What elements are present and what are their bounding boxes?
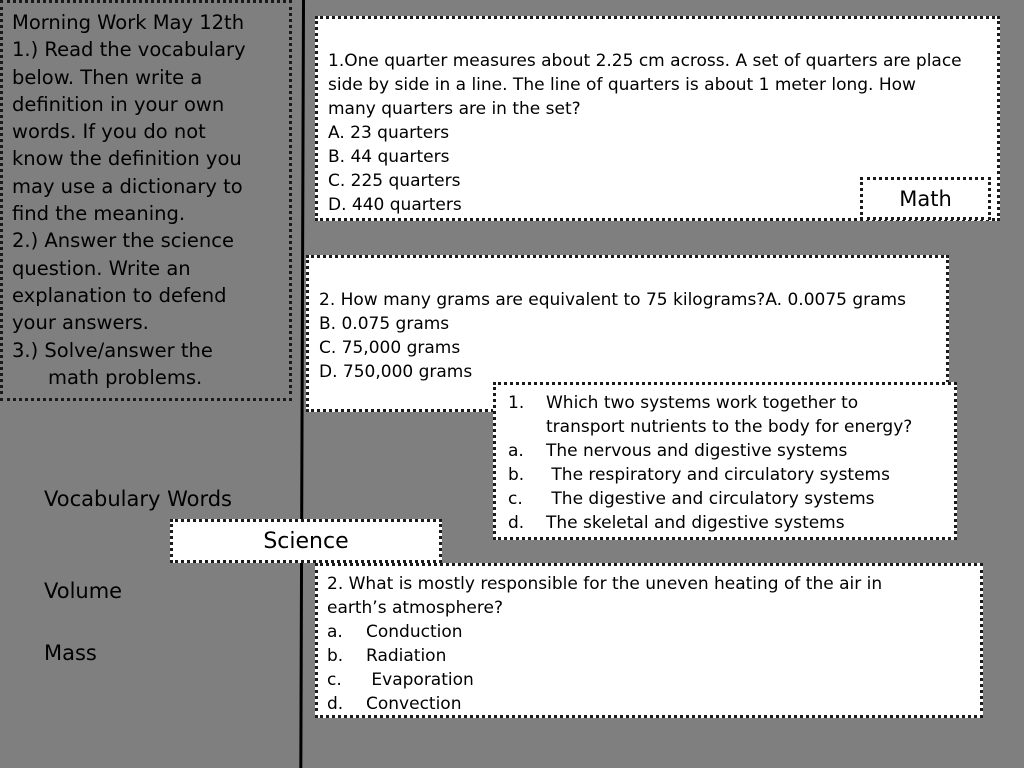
question-text: 2. How many grams are equivalent to 75 kilograms?A. 0.0075 grams	[319, 290, 906, 310]
instructions-line: know the definition you	[12, 147, 242, 171]
option-text: Conduction	[366, 622, 463, 642]
instructions-line: 3.) Solve/answer the	[12, 338, 213, 362]
question-text: 2. What is mostly responsible for the uneven heating of the air in	[327, 574, 883, 594]
answer-option: B. 44 quarters	[328, 147, 450, 167]
science-question-2	[315, 563, 983, 718]
vertical-divider	[299, 0, 305, 768]
question-text: Which two systems work together to	[546, 393, 859, 413]
instructions-line: 1.) Read the vocabulary	[12, 38, 246, 62]
vocabulary-word-volume: Volume	[44, 579, 123, 603]
answer-option	[508, 439, 954, 463]
instructions-line: words. If you do not	[12, 120, 206, 144]
question-text: transport nutrients to the body for energy?	[546, 417, 913, 437]
option-marker: b.	[327, 646, 344, 666]
instructions-line: below. Then write a	[12, 65, 203, 89]
question-number: 1.	[508, 393, 525, 413]
option-text: Radiation	[366, 646, 447, 666]
answer-option	[508, 511, 954, 535]
answer-option	[327, 692, 980, 716]
option-text: The digestive and circulatory systems	[546, 489, 875, 509]
option-marker: d.	[327, 694, 344, 714]
instructions-line: question. Write an	[12, 256, 191, 280]
instructions-line: find the meaning.	[12, 202, 186, 226]
instructions-line: your answers.	[12, 311, 149, 335]
instructions-line: definition in your own	[12, 92, 225, 116]
option-text: The skeletal and digestive systems	[546, 513, 845, 533]
answer-option: C. 225 quarters	[328, 171, 461, 191]
question-text: side by side in a line. The line of quarters is about 1 meter long. How	[328, 75, 916, 95]
science-question-1	[493, 382, 957, 540]
option-marker: d.	[508, 513, 525, 533]
option-text: Convection	[366, 694, 462, 714]
math-label: Math	[860, 177, 991, 220]
option-text: Evaporation	[366, 670, 474, 690]
answer-option	[508, 463, 954, 487]
answer-option: D. 750,000 grams	[319, 362, 473, 382]
question-line	[508, 391, 954, 415]
answer-option: D. 440 quarters	[328, 195, 462, 215]
option-marker: b.	[508, 465, 525, 485]
answer-option: C. 75,000 grams	[319, 338, 461, 358]
option-marker: c.	[508, 489, 523, 509]
instructions-line: math problems.	[48, 365, 203, 389]
option-marker: a.	[508, 441, 524, 461]
science-label: Science	[170, 519, 442, 563]
question-text: 1.One quarter measures about 2.25 cm across. A set of quarters are place	[328, 51, 962, 71]
vocabulary-heading: Vocabulary Words	[44, 487, 232, 511]
option-text: The respiratory and circulatory systems	[546, 465, 890, 485]
option-marker: a.	[327, 622, 343, 642]
instructions-line: 2.) Answer the science	[12, 229, 235, 253]
instructions-line: explanation to defend	[12, 283, 227, 307]
answer-option	[327, 620, 980, 644]
instructions-panel	[0, 0, 292, 401]
answer-option: B. 0.075 grams	[319, 314, 450, 334]
vocabulary-word-mass: Mass	[44, 641, 97, 665]
question-text: many quarters are in the set?	[328, 99, 581, 119]
answer-option	[327, 668, 980, 692]
instructions-line: may use a dictionary to	[12, 174, 243, 198]
option-marker: c.	[327, 670, 342, 690]
answer-option: A. 23 quarters	[328, 123, 450, 143]
instructions-title: Morning Work May 12th	[12, 11, 245, 34]
question-text: earth’s atmosphere?	[327, 598, 503, 618]
answer-option	[327, 644, 980, 668]
option-text: The nervous and digestive systems	[546, 441, 848, 461]
answer-option	[508, 487, 954, 511]
